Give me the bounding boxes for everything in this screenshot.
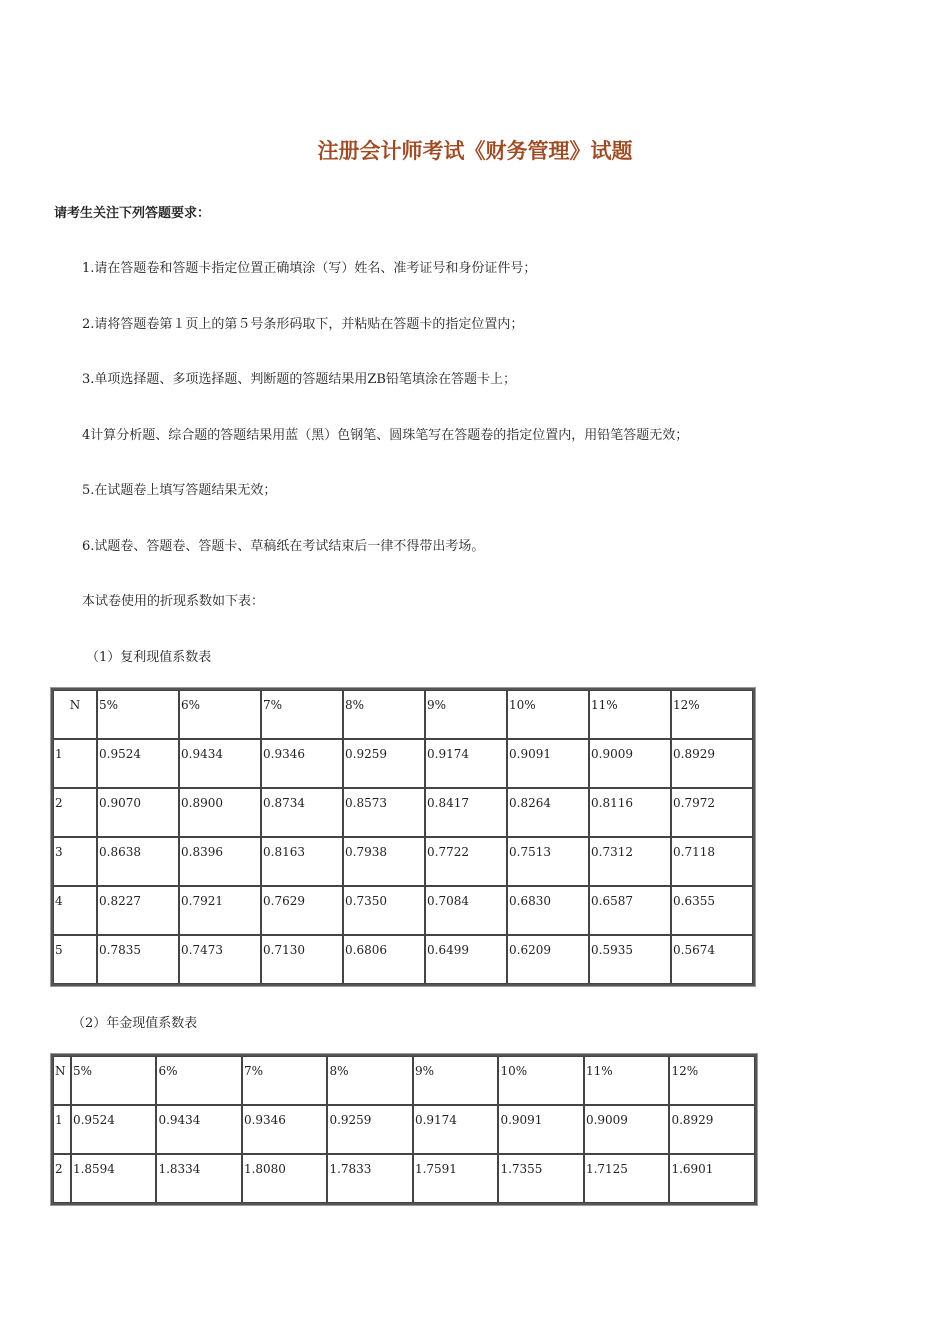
table-cell: 5 bbox=[53, 935, 97, 984]
table-cell: 0.8573 bbox=[343, 788, 425, 837]
table-cell: 0.8264 bbox=[507, 788, 589, 837]
table-header-cell: N bbox=[53, 1056, 71, 1105]
instruction-item-6: 6.试题卷、答题卷、答题卡、草稿纸在考试结束后一律不得带出考场。 bbox=[82, 539, 485, 554]
table-cell: 1.7125 bbox=[584, 1154, 670, 1203]
table-cell: 0.9434 bbox=[156, 1105, 242, 1154]
table-cell: 0.7972 bbox=[671, 788, 753, 837]
table-row bbox=[53, 886, 753, 935]
table-cell: 0.7118 bbox=[671, 837, 753, 886]
table-cell: 0.7629 bbox=[261, 886, 343, 935]
table-cell: 0.7938 bbox=[343, 837, 425, 886]
table-cell: 2 bbox=[53, 1154, 71, 1203]
table-cell: 0.8638 bbox=[97, 837, 179, 886]
table-cell: 0.7835 bbox=[97, 935, 179, 984]
table-cell: 4 bbox=[53, 886, 97, 935]
table-header-cell: 11% bbox=[589, 690, 671, 739]
table-cell: 0.7921 bbox=[179, 886, 261, 935]
table-cell: 0.8163 bbox=[261, 837, 343, 886]
table-header-cell: N bbox=[53, 690, 97, 739]
table-cell: 0.7350 bbox=[343, 886, 425, 935]
table-header-cell: 6% bbox=[179, 690, 261, 739]
table-cell: 0.8734 bbox=[261, 788, 343, 837]
instruction-item-4: 4计算分析题、综合题的答题结果用蓝（黑）色钢笔、圆珠笔写在答题卷的指定位置内，用铅笔答题无效； bbox=[82, 428, 689, 443]
table-header-cell: 11% bbox=[584, 1056, 670, 1105]
table-cell: 0.9174 bbox=[413, 1105, 499, 1154]
table-cell: 0.8929 bbox=[669, 1105, 755, 1154]
table1-caption: （1）复利现值系数表 bbox=[86, 650, 212, 665]
table-cell: 0.8396 bbox=[179, 837, 261, 886]
table-cell: 1.6901 bbox=[669, 1154, 755, 1203]
table-header-cell: 5% bbox=[97, 690, 179, 739]
table-cell: 0.5935 bbox=[589, 935, 671, 984]
table-header-cell: 8% bbox=[343, 690, 425, 739]
table-header-cell: 12% bbox=[671, 690, 753, 739]
table-cell: 0.9091 bbox=[507, 739, 589, 788]
table-row bbox=[53, 1154, 755, 1203]
table-header-cell: 12% bbox=[669, 1056, 755, 1105]
table-cell: 1.7833 bbox=[327, 1154, 413, 1203]
table-cell: 1.8334 bbox=[156, 1154, 242, 1203]
table-cell: 0.9524 bbox=[71, 1105, 157, 1154]
table-cell: 0.9070 bbox=[97, 788, 179, 837]
present-value-factor-table bbox=[51, 688, 755, 986]
table-header-cell: 7% bbox=[261, 690, 343, 739]
table-cell: 0.8900 bbox=[179, 788, 261, 837]
table-cell: 0.7084 bbox=[425, 886, 507, 935]
table-row bbox=[53, 788, 753, 837]
table-cell: 0.7473 bbox=[179, 935, 261, 984]
table2-caption: （2）年金现值系数表 bbox=[72, 1016, 198, 1031]
table-cell: 0.5674 bbox=[671, 935, 753, 984]
table-cell: 0.6355 bbox=[671, 886, 753, 935]
table-cell: 1.7355 bbox=[498, 1154, 584, 1203]
table-cell: 0.6806 bbox=[343, 935, 425, 984]
table-cell: 0.9259 bbox=[343, 739, 425, 788]
table-header-row bbox=[53, 1056, 755, 1105]
table-header-cell: 5% bbox=[71, 1056, 157, 1105]
instructions-heading: 请考生关注下列答题要求： bbox=[54, 206, 211, 221]
table-cell: 0.7312 bbox=[589, 837, 671, 886]
table-cell: 0.9524 bbox=[97, 739, 179, 788]
table-cell: 1.7591 bbox=[413, 1154, 499, 1203]
table-cell: 0.9091 bbox=[498, 1105, 584, 1154]
annuity-factor-table bbox=[51, 1054, 757, 1205]
table-cell: 0.7513 bbox=[507, 837, 589, 886]
table-intro-text: 本试卷使用的折现系数如下表： bbox=[82, 594, 265, 609]
table-cell: 0.8227 bbox=[97, 886, 179, 935]
table-cell: 0.9174 bbox=[425, 739, 507, 788]
table-cell: 0.8116 bbox=[589, 788, 671, 837]
table-cell: 0.9346 bbox=[261, 739, 343, 788]
table-cell: 1 bbox=[53, 739, 97, 788]
table-cell: 0.6830 bbox=[507, 886, 589, 935]
table-cell: 0.9346 bbox=[242, 1105, 328, 1154]
table-row bbox=[53, 837, 753, 886]
table-header-cell: 7% bbox=[242, 1056, 328, 1105]
table-header-cell: 6% bbox=[156, 1056, 242, 1105]
table-row bbox=[53, 739, 753, 788]
table-cell: 1.8594 bbox=[71, 1154, 157, 1203]
document-title: 注册会计师考试《财务管理》试题 bbox=[317, 139, 633, 163]
table-header-row bbox=[53, 690, 753, 739]
instruction-item-1: 1.请在答题卷和答题卡指定位置正确填涂（写）姓名、准考证号和身份证件号； bbox=[82, 261, 537, 276]
table-header-cell: 10% bbox=[507, 690, 589, 739]
table-cell: 1 bbox=[53, 1105, 71, 1154]
table-cell: 0.6587 bbox=[589, 886, 671, 935]
table-cell: 1.8080 bbox=[242, 1154, 328, 1203]
table-cell: 0.9009 bbox=[589, 739, 671, 788]
table-header-cell: 10% bbox=[498, 1056, 584, 1105]
table-header-cell: 8% bbox=[327, 1056, 413, 1105]
table-cell: 0.9009 bbox=[584, 1105, 670, 1154]
table-cell: 3 bbox=[53, 837, 97, 886]
table-row bbox=[53, 935, 753, 984]
table-cell: 0.7722 bbox=[425, 837, 507, 886]
table-cell: 0.9259 bbox=[327, 1105, 413, 1154]
instruction-item-3: 3.单项选择题、多项选择题、判断题的答题结果用ZB铅笔填涂在答题卡上； bbox=[82, 372, 516, 387]
table-cell: 0.6209 bbox=[507, 935, 589, 984]
table-cell: 2 bbox=[53, 788, 97, 837]
table-header-cell: 9% bbox=[413, 1056, 499, 1105]
instruction-item-5: 5.在试题卷上填写答题结果无效； bbox=[82, 483, 277, 498]
table-cell: 0.8929 bbox=[671, 739, 753, 788]
table-cell: 0.8417 bbox=[425, 788, 507, 837]
table-cell: 0.6499 bbox=[425, 935, 507, 984]
table-cell: 0.7130 bbox=[261, 935, 343, 984]
table-cell: 0.9434 bbox=[179, 739, 261, 788]
table-row bbox=[53, 1105, 755, 1154]
instruction-item-2: 2.请将答题卷第１页上的第５号条形码取下，并粘贴在答题卡的指定位置内； bbox=[82, 317, 524, 332]
table-header-cell: 9% bbox=[425, 690, 507, 739]
